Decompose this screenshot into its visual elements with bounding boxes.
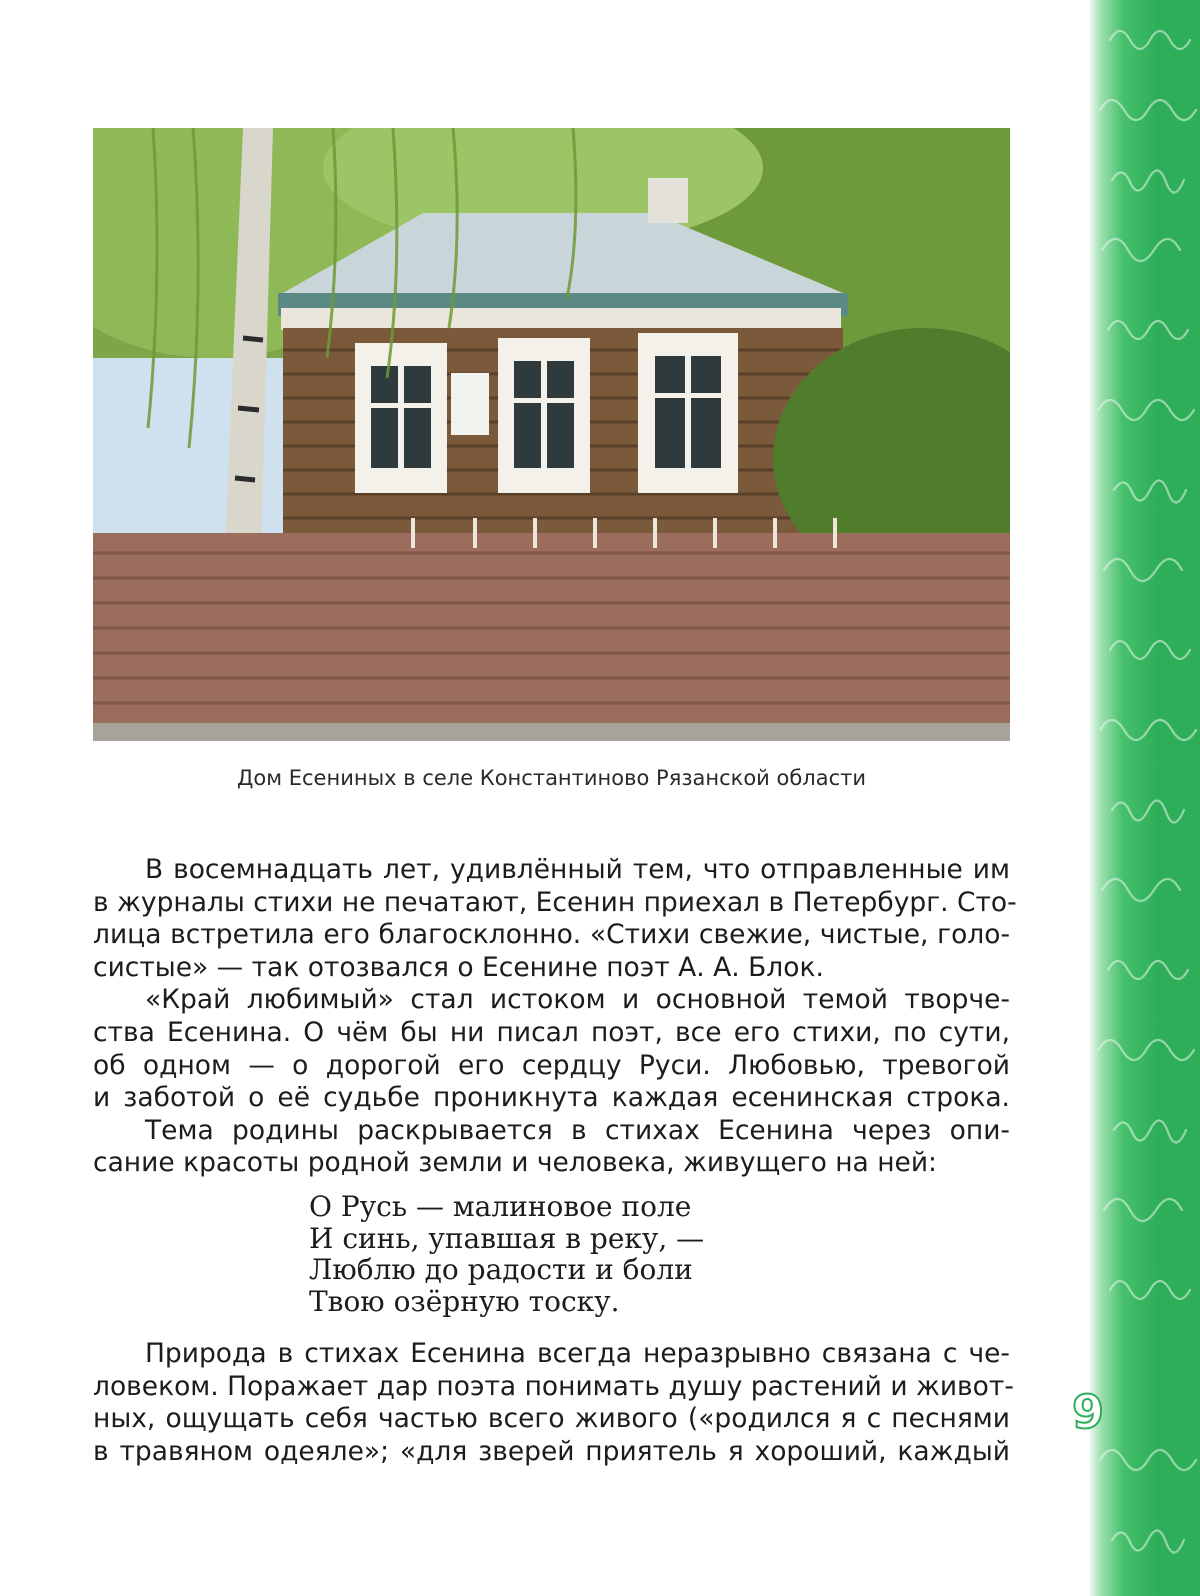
house-photo-illustration — [93, 128, 1010, 741]
memorial-plaque-icon — [451, 373, 489, 435]
poem-quote — [309, 1191, 704, 1317]
paragraph-2-line-3: об одном — о дорогой его сердцу Руси. Любовью, тревогой — [93, 1049, 1010, 1081]
paragraph-1-line-3: лица встретила его благосклонно. «Стихи свежие, чистые, голо- — [93, 919, 1010, 951]
photo-caption: Дом Есениных в селе Константиново Рязанской области — [236, 766, 867, 790]
paragraph-2-line-2: ства Есенина. О чём бы ни писал поэт, все его стихи, по сути, — [93, 1016, 1010, 1048]
body-text — [93, 854, 1017, 1180]
paragraph-1-line-1: В восемнадцать лет, удивлённый тем, что отправленные им — [145, 854, 1010, 885]
paragraph-1-line-2: в журналы стихи не печатают, Есенин приехал в Петербург. Сто- — [93, 886, 1017, 918]
paragraph-4-line-2: ловеком. Поражает дар поэта понимать душу растений и живот- — [93, 1370, 1014, 1402]
poem-line: Люблю до радости и боли — [309, 1253, 693, 1286]
paragraph-4-line-1: Природа в стихах Есенина всегда неразрывно связана с че- — [145, 1338, 1010, 1369]
paragraph-1-line-4: систые» — так отозвался о Есенине поэт А. А. Блок. — [93, 951, 824, 983]
paragraph-2-line-1: «Край любимый» стал истоком и основной темой творче- — [145, 984, 1010, 1016]
paragraph-4-line-4: в травяном одеяле»; «для зверей приятель я хороший, каждый — [93, 1435, 1010, 1467]
handwriting-pattern — [1090, 0, 1200, 1596]
poem-line: О Русь — малиновое поле — [309, 1190, 692, 1223]
body-text-continued — [93, 1338, 1014, 1468]
poem-line: Твою озёрную тоску. — [309, 1284, 620, 1318]
decorative-side-band — [1090, 0, 1200, 1596]
page-number: 9 — [1071, 1385, 1104, 1439]
paragraph-3-line-2: сание красоты родной земли и человека, живущего на ней: — [93, 1147, 937, 1179]
paragraph-4-line-3: ных, ощущать себя частью всего живого («родился я с песнями — [93, 1403, 1010, 1435]
paragraph-2-line-4: и заботой о её судьбе проникнута каждая есенинская строка. — [93, 1082, 1010, 1114]
poem-line: И синь, упавшая в реку, — — [309, 1221, 705, 1255]
paragraph-3-line-1: Тема родины раскрывается в стихах Есенина через опи- — [145, 1114, 1010, 1146]
house-photo — [93, 128, 1010, 741]
